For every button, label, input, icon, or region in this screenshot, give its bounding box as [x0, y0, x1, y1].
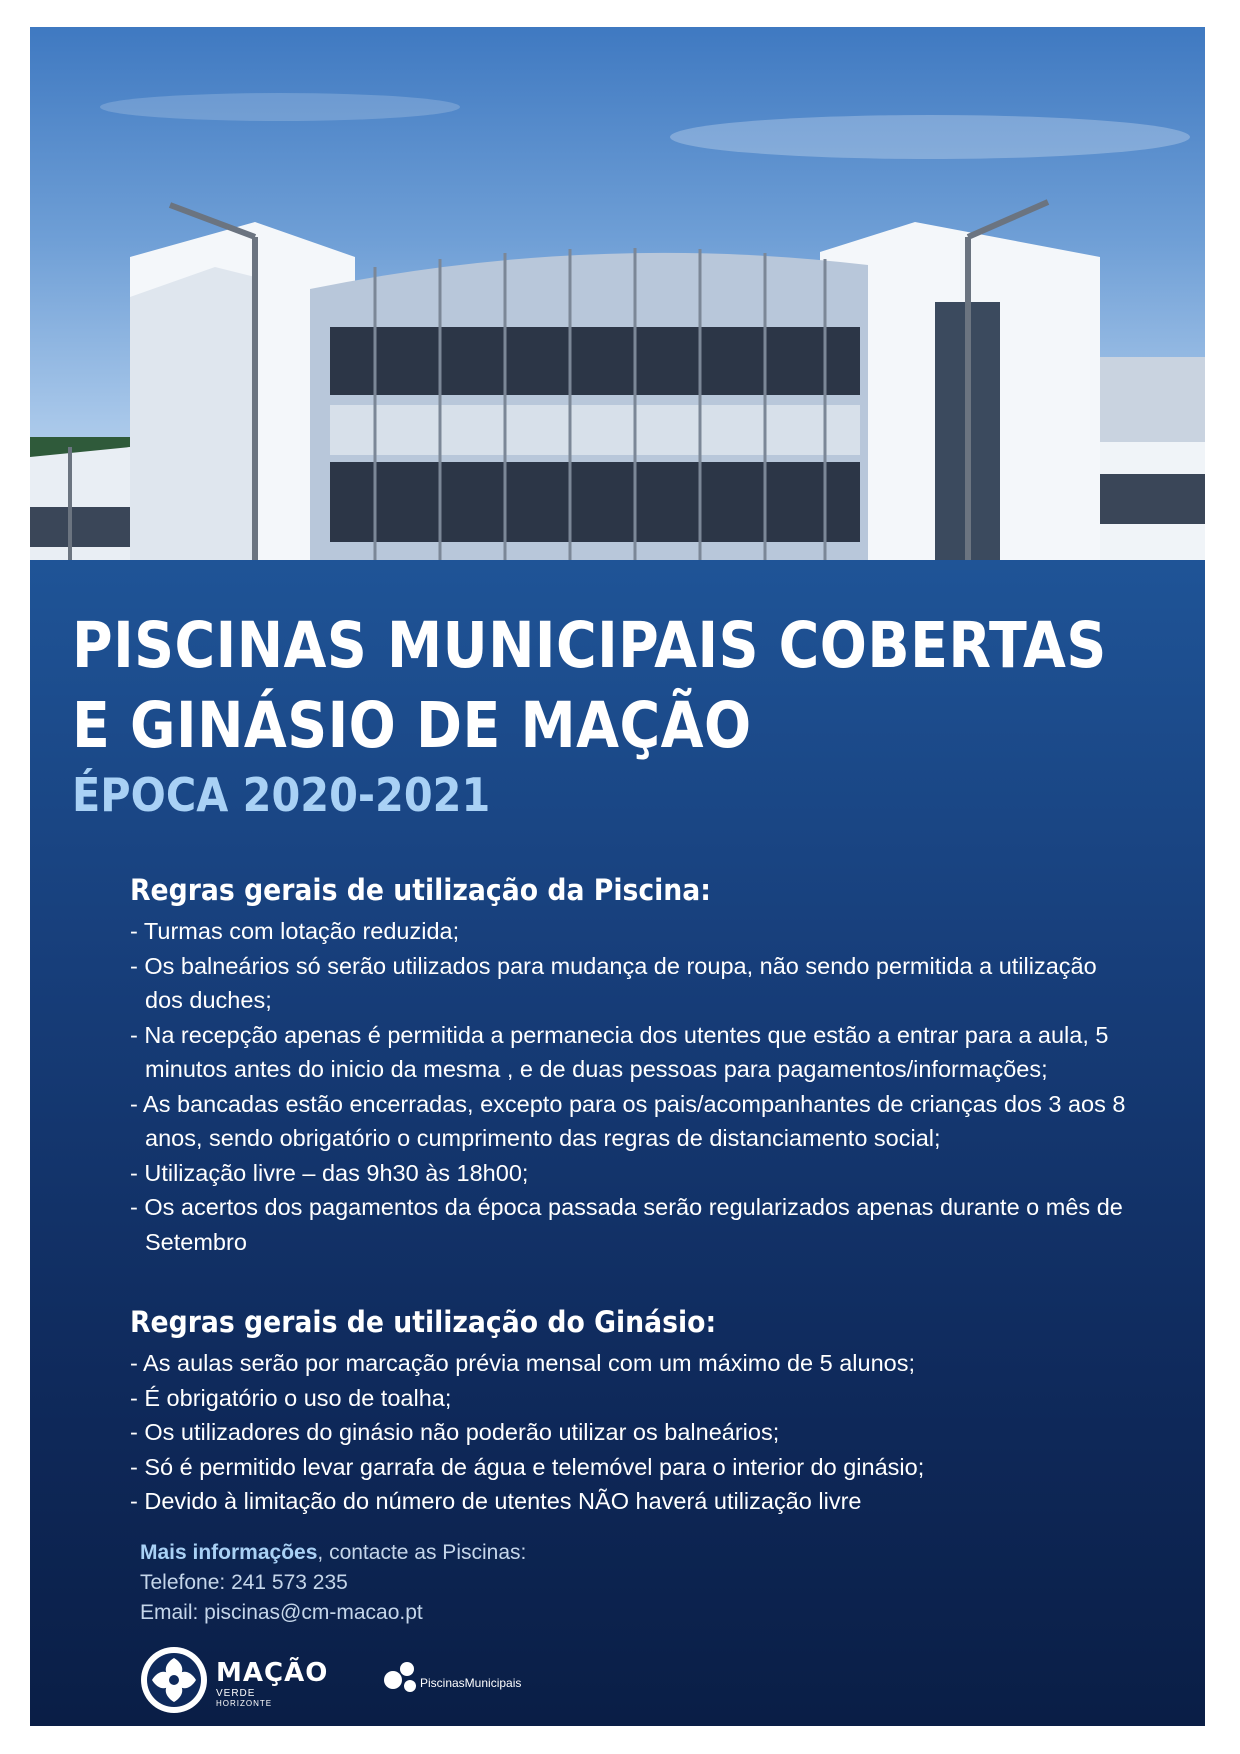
- list-item: - Só é permitido levar garrafa de água e telemóvel para o interior do ginásio;: [130, 1453, 925, 1480]
- page-title: [72, 606, 1107, 766]
- pool-rules-heading: Regras gerais de utilização da Piscina:: [130, 873, 711, 907]
- list-item: - As aulas serão por marcação prévia mensal com um máximo de 5 alunos;: [130, 1350, 915, 1376]
- title-line-1: PISCINAS MUNICIPAIS COBERTAS: [72, 609, 1107, 682]
- contact-email: Email: piscinas@cm-macao.pt: [140, 1601, 423, 1624]
- building-photo: [30, 27, 1205, 560]
- contact-highlight: Mais informações: [140, 1541, 318, 1564]
- list-item: - Utilização livre – das 9h30 às 18h00;: [130, 1159, 529, 1186]
- list-item: - Devido à limitação do número de utentes NÃO haverá utilização livre: [130, 1488, 862, 1514]
- macao-logo-name: MAÇÃO: [216, 1658, 329, 1688]
- pool-rules-section: [130, 870, 1140, 1259]
- gym-rules-section: [130, 1302, 1140, 1519]
- contact-intro-text: , contacte as Piscinas:: [317, 1541, 527, 1564]
- list-item: - Os acertos dos pagamentos da época passada serão regularizados apenas durante o mês de Setembro: [130, 1194, 1123, 1255]
- logo-row: [138, 1644, 558, 1724]
- contact-block: [140, 1538, 526, 1628]
- macao-logo-sub1: VERDE: [216, 1688, 256, 1699]
- title-line-2: E GINÁSIO DE MAÇÃO: [72, 689, 752, 762]
- building-illustration: [30, 27, 1205, 560]
- gym-rules-heading: Regras gerais de utilização do Ginásio:: [130, 1305, 717, 1339]
- list-item: - As bancadas estão encerradas, excepto para os pais/acompanhantes de crianças dos 3 aos 8 anos, sendo obrigatório o cumprimento das regras de distanciamento social;: [130, 1090, 1126, 1151]
- list-item: - Na recepção apenas é permitida a permanecia dos utentes que estão a entrar para a aula, 5 minutos antes do inicio da mesma , e de duas pessoas para pagamentos/informações;: [130, 1021, 1109, 1082]
- macao-logo-sub2: HORIZONTE: [216, 1699, 273, 1708]
- list-item: - É obrigatório o uso de toalha;: [130, 1384, 452, 1411]
- list-item: - Os utilizadores do ginásio não poderão utilizar os balneários;: [130, 1419, 780, 1445]
- season-label: ÉPOCA 2020-2021: [72, 768, 491, 822]
- macao-flower-logo: [138, 1644, 210, 1716]
- list-item: - Os balneários só serão utilizados para mudança de roupa, não sendo permitida a utilização dos duches;: [130, 952, 1097, 1013]
- piscinas-dots-logo: [383, 1660, 425, 1694]
- contact-intro: [140, 1538, 526, 1568]
- list-item: - Turmas com lotação reduzida;: [130, 918, 460, 944]
- contact-phone: Telefone: 241 573 235: [140, 1571, 348, 1594]
- pool-rules-list: [130, 914, 1140, 1259]
- piscinas-logo-name: PiscinasMunicipais: [420, 1676, 522, 1690]
- gym-rules-list: [130, 1346, 1140, 1519]
- info-panel: [30, 560, 1205, 1726]
- poster: [30, 27, 1205, 1726]
